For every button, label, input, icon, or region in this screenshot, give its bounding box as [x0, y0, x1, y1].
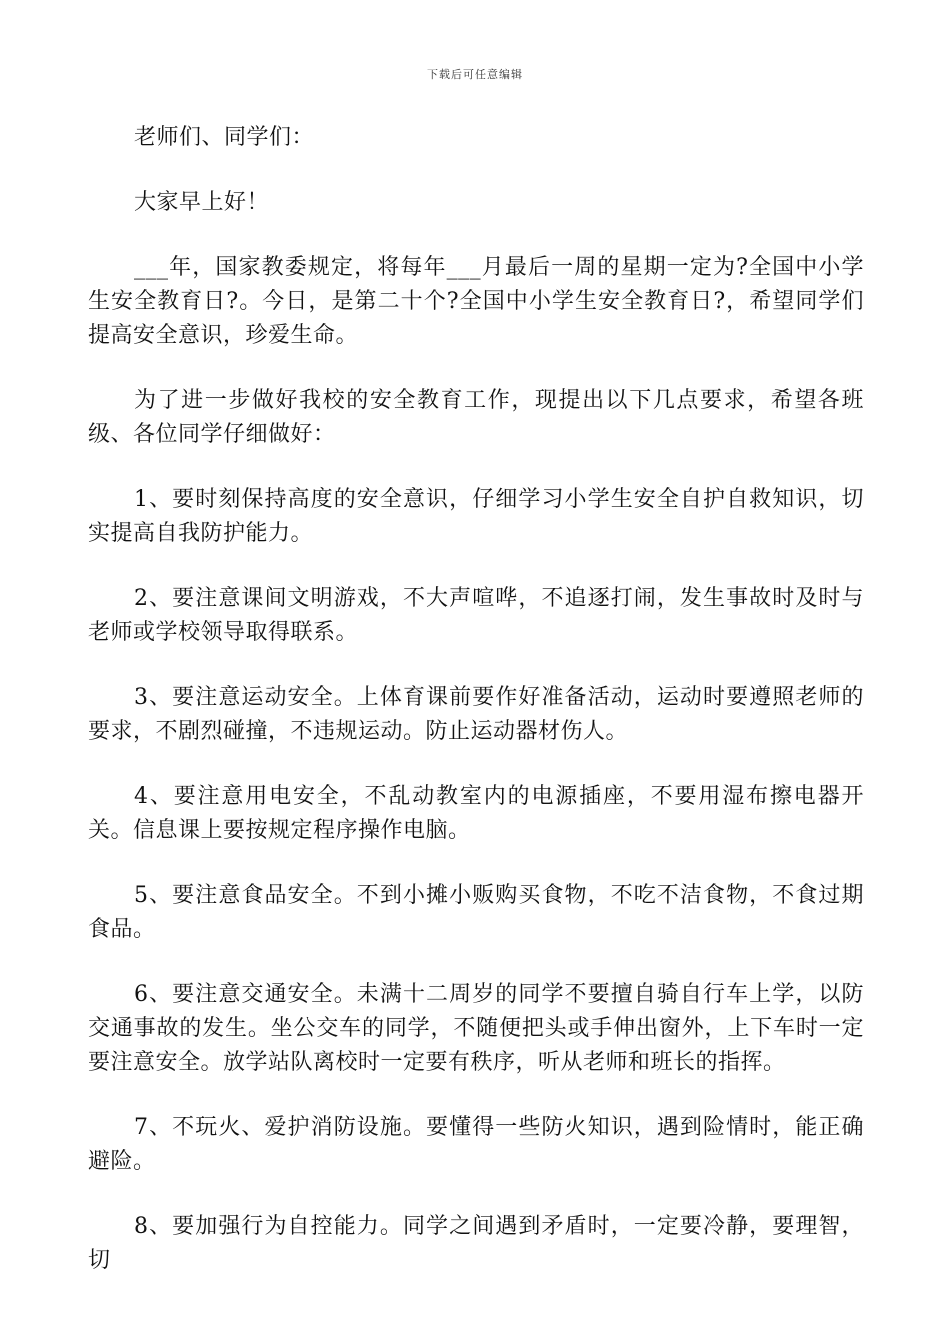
- paragraph-requirements: 为了进一步做好我校的安全教育工作，现提出以下几点要求，希望各班级、各位同学仔细做好：: [88, 388, 864, 447]
- list-item-8: 8、要加强行为自控能力。同学之间遇到矛盾时，一定要冷静，要理智，切: [88, 1214, 864, 1273]
- greeting: 大家早上好！: [134, 190, 270, 215]
- header-note: 下载后可任意编辑: [427, 68, 523, 81]
- list-item-1: 1、要时刻保持高度的安全意识，仔细学习小学生安全自护自救知识，切实提高自我防护能力。: [88, 487, 864, 546]
- list-item-7: 7、不玩火、爱护消防设施。要懂得一些防火知识，遇到险情时，能正确避险。: [88, 1115, 864, 1174]
- list-item-2: 2、要注意课间文明游戏，不大声喧哗，不追逐打闹，发生事故时及时与老师或学校领导取得联系。: [88, 586, 864, 645]
- paragraph-intro: ___年，国家教委规定，将每年___月最后一周的星期一定为?全国中小学生安全教育日?。今日，是第二十个?全国中小学生安全教育日?，希望同学们提高安全意识，珍爱生命。: [88, 255, 864, 348]
- salutation: 老师们、同学们：: [134, 125, 315, 150]
- list-item-6: 6、要注意交通安全。未满十二周岁的同学不要擅自骑自行车上学，以防交通事故的发生。坐公交车的同学，不随便把头或手伸出窗外，上下车时一定要注意安全。放学站队离校时一定要有秩序，听从老师和班长的指挥。: [88, 982, 864, 1075]
- document-body: [88, 121, 864, 1309]
- list-item-5: 5、要注意食品安全。不到小摊小贩购买食物，不吃不洁食物，不食过期食品。: [88, 883, 864, 942]
- list-item-4: 4、要注意用电安全，不乱动教室内的电源插座，不要用湿布擦电器开关。信息课上要按规定程序操作电脑。: [88, 784, 864, 843]
- list-item-3: 3、要注意运动安全。上体育课前要作好准备活动，运动时要遵照老师的要求，不剧烈碰撞，不违规运动。防止运动器材伤人。: [88, 685, 864, 744]
